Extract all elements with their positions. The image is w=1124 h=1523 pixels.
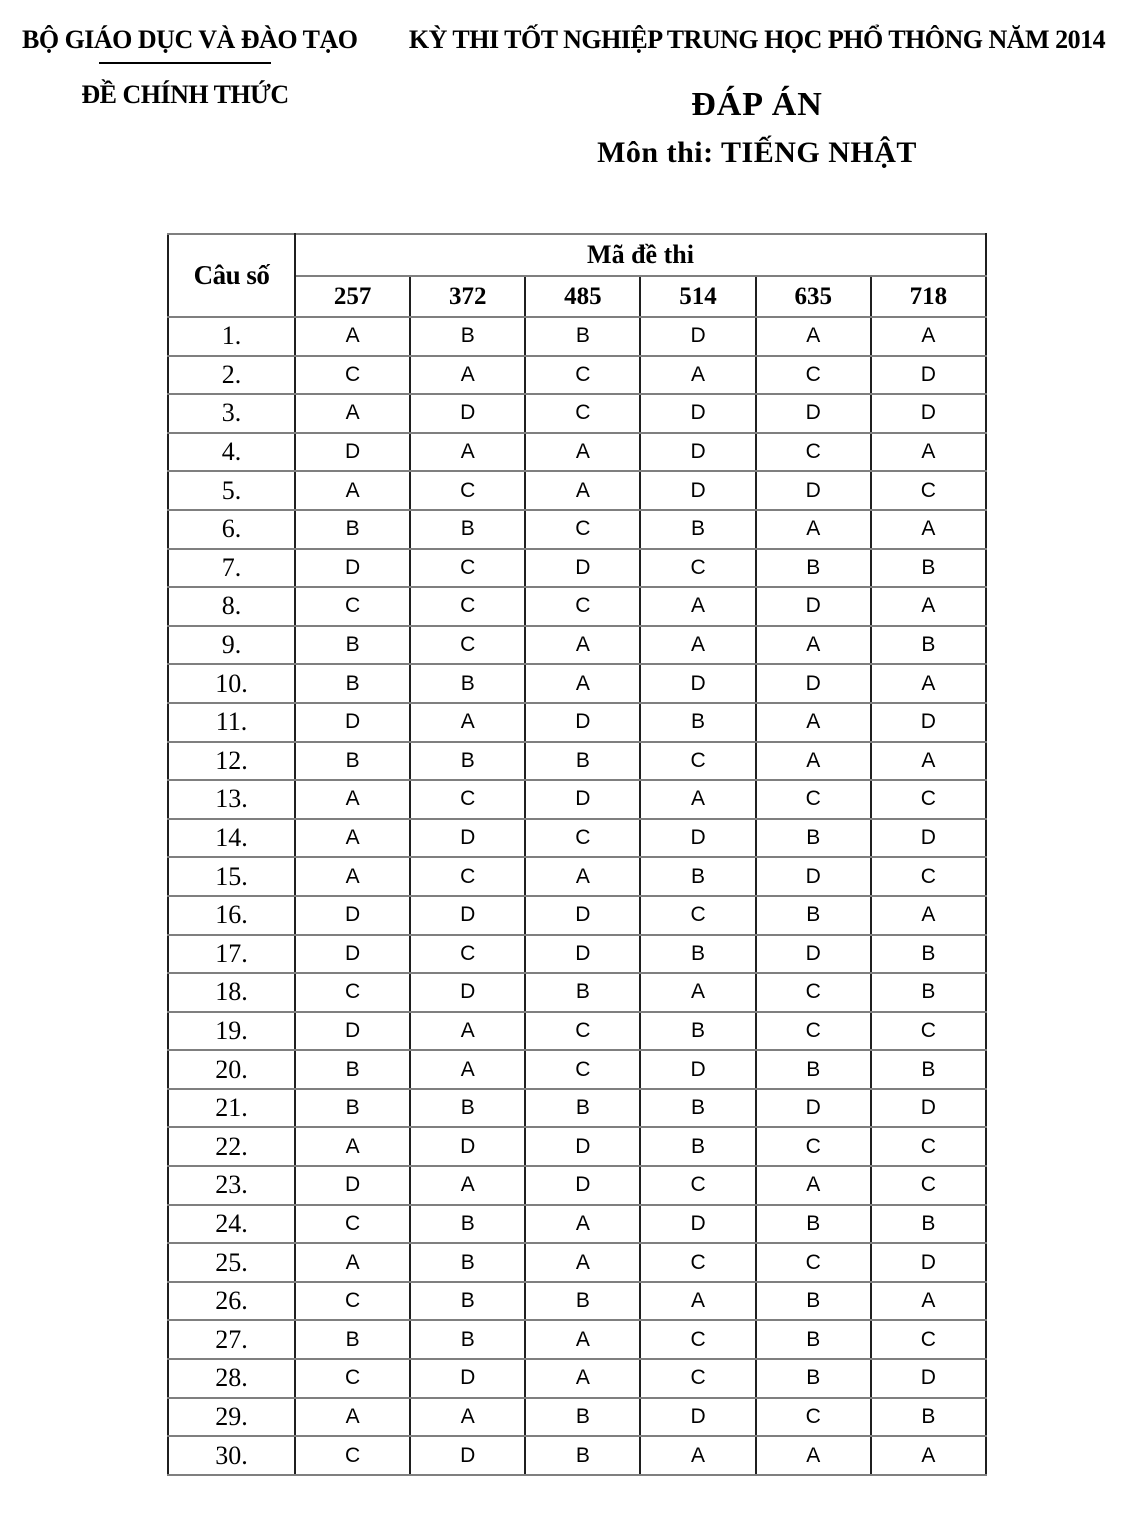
subject-line: Môn thi: TIẾNG NHẬT [597, 136, 917, 170]
answer-cell: D [756, 935, 871, 974]
answer-cell: D [756, 471, 871, 510]
answer-cell: B [871, 1050, 986, 1089]
answer-cell: D [525, 1127, 640, 1166]
answer-cell: D [871, 1089, 986, 1128]
table-row [168, 1127, 986, 1166]
answer-cell: C [640, 742, 755, 781]
question-number: 12. [168, 742, 295, 781]
answer-cell: A [756, 510, 871, 549]
answer-cell: C [525, 1012, 640, 1051]
question-number: 19. [168, 1012, 295, 1051]
table-row [168, 1436, 986, 1475]
answer-cell: A [295, 857, 410, 896]
answer-cell: B [410, 664, 525, 703]
question-number: 23. [168, 1166, 295, 1205]
answer-cell: D [756, 394, 871, 433]
answer-cell: C [525, 394, 640, 433]
answer-cell: A [525, 1243, 640, 1282]
question-number: 11. [168, 703, 295, 742]
exam-code: 718 [871, 276, 986, 317]
answer-cell: D [756, 857, 871, 896]
answer-cell: A [525, 433, 640, 472]
answer-cell: A [525, 1359, 640, 1398]
answer-cell: A [410, 1050, 525, 1089]
answer-cell: A [756, 317, 871, 356]
answer-cell: C [756, 1243, 871, 1282]
question-column-header: Câu số [168, 234, 295, 317]
answer-cell: C [410, 780, 525, 819]
answer-cell: C [525, 510, 640, 549]
answer-cell: D [410, 973, 525, 1012]
table-row [168, 935, 986, 974]
exam-code: 514 [640, 276, 755, 317]
answer-cell: C [756, 1398, 871, 1437]
answer-cell: B [756, 1050, 871, 1089]
question-number: 14. [168, 819, 295, 858]
answer-cell: B [295, 742, 410, 781]
answer-table-body [168, 317, 986, 1475]
answer-cell: C [410, 935, 525, 974]
table-row [168, 973, 986, 1012]
answer-cell: A [640, 587, 755, 626]
table-row [168, 664, 986, 703]
answer-cell: B [525, 317, 640, 356]
answer-cell: C [295, 973, 410, 1012]
question-number: 10. [168, 664, 295, 703]
answer-cell: C [295, 587, 410, 626]
answer-cell: A [640, 780, 755, 819]
answer-cell: A [525, 471, 640, 510]
answer-cell: D [640, 1398, 755, 1437]
answer-cell: C [295, 1282, 410, 1321]
answer-cell: D [640, 1050, 755, 1089]
answer-cell: D [640, 664, 755, 703]
answer-cell: C [525, 819, 640, 858]
question-number: 15. [168, 857, 295, 896]
question-number: 1. [168, 317, 295, 356]
answer-cell: C [756, 780, 871, 819]
answer-cell: A [871, 433, 986, 472]
answer-cell: B [756, 1205, 871, 1244]
answer-cell: A [295, 1243, 410, 1282]
answer-cell: C [640, 896, 755, 935]
answer-cell: C [640, 1166, 755, 1205]
answer-cell: B [871, 626, 986, 665]
answer-cell: C [640, 1243, 755, 1282]
answer-cell: A [756, 742, 871, 781]
answer-cell: B [410, 1243, 525, 1282]
answer-cell: D [756, 664, 871, 703]
question-number: 2. [168, 356, 295, 395]
question-number: 20. [168, 1050, 295, 1089]
answer-cell: D [525, 549, 640, 588]
table-row [168, 1205, 986, 1244]
question-number: 5. [168, 471, 295, 510]
header-right-block [408, 24, 1106, 171]
answer-cell: D [295, 703, 410, 742]
answer-cell: B [871, 973, 986, 1012]
question-number: 25. [168, 1243, 295, 1282]
answer-cell: B [871, 549, 986, 588]
exam-code: 257 [295, 276, 410, 317]
answer-cell: A [525, 1320, 640, 1359]
answer-cell: A [295, 780, 410, 819]
table-row [168, 587, 986, 626]
official-paper-label: ĐỀ CHÍNH THỨC [81, 80, 289, 110]
answer-cell: B [640, 510, 755, 549]
question-number: 26. [168, 1282, 295, 1321]
answer-cell: A [640, 973, 755, 1012]
divider-line [99, 62, 271, 64]
answer-cell: C [871, 1127, 986, 1166]
table-row [168, 1282, 986, 1321]
answer-cell: A [871, 664, 986, 703]
answer-cell: B [295, 1089, 410, 1128]
exam-code: 372 [410, 276, 525, 317]
question-number: 22. [168, 1127, 295, 1166]
answer-cell: B [640, 1012, 755, 1051]
answer-cell: B [640, 857, 755, 896]
answer-cell: B [525, 973, 640, 1012]
answer-cell: C [525, 587, 640, 626]
answer-cell: C [525, 1050, 640, 1089]
table-row [168, 394, 986, 433]
answer-cell: B [295, 1320, 410, 1359]
table-row [168, 510, 986, 549]
answer-cell: C [871, 471, 986, 510]
table-row [168, 1050, 986, 1089]
answer-cell: C [756, 973, 871, 1012]
table-row [168, 1012, 986, 1051]
question-number: 6. [168, 510, 295, 549]
answer-cell: D [295, 549, 410, 588]
answer-cell: A [410, 1012, 525, 1051]
answer-cell: A [640, 1282, 755, 1321]
exam-code: 635 [756, 276, 871, 317]
answer-cell: A [756, 1436, 871, 1475]
answer-cell: A [871, 742, 986, 781]
question-number: 21. [168, 1089, 295, 1128]
answer-cell: A [640, 626, 755, 665]
answer-cell: A [756, 1166, 871, 1205]
answer-cell: C [640, 549, 755, 588]
answer-cell: A [410, 1398, 525, 1437]
answer-cell: D [640, 471, 755, 510]
answer-cell: D [410, 896, 525, 935]
answer-cell: D [295, 896, 410, 935]
answer-cell: C [756, 1127, 871, 1166]
answer-cell: B [756, 1320, 871, 1359]
answer-cell: C [640, 1359, 755, 1398]
answer-cell: D [410, 1127, 525, 1166]
answer-cell: B [525, 1282, 640, 1321]
answer-cell: C [525, 356, 640, 395]
table-row [168, 317, 986, 356]
answer-cell: D [525, 780, 640, 819]
answer-cell: D [525, 703, 640, 742]
table-row [168, 819, 986, 858]
answer-cell: A [295, 394, 410, 433]
answer-cell: B [871, 1398, 986, 1437]
question-number: 9. [168, 626, 295, 665]
answer-cell: D [410, 1359, 525, 1398]
answer-cell: B [525, 742, 640, 781]
answer-cell: C [295, 1205, 410, 1244]
answer-cell: B [295, 1050, 410, 1089]
question-number: 13. [168, 780, 295, 819]
answer-cell: B [410, 742, 525, 781]
answer-cell: D [871, 703, 986, 742]
answer-cell: B [295, 664, 410, 703]
answer-cell: D [871, 1359, 986, 1398]
answer-cell: C [640, 1320, 755, 1359]
answer-cell: A [295, 317, 410, 356]
table-row [168, 1089, 986, 1128]
answer-cell: A [525, 626, 640, 665]
answer-cell: D [640, 394, 755, 433]
answer-cell: A [871, 510, 986, 549]
answer-cell: D [640, 1205, 755, 1244]
table-row [168, 1320, 986, 1359]
answer-key-title: ĐÁP ÁN [691, 86, 823, 124]
answer-cell: C [295, 356, 410, 395]
answer-cell: A [871, 896, 986, 935]
answer-cell: D [525, 1166, 640, 1205]
answer-cell: A [410, 433, 525, 472]
answer-cell: A [410, 1166, 525, 1205]
answer-cell: C [410, 471, 525, 510]
answer-cell: A [525, 1205, 640, 1244]
table-row [168, 896, 986, 935]
answer-cell: D [410, 819, 525, 858]
answer-cell: A [756, 626, 871, 665]
answer-cell: D [525, 896, 640, 935]
answer-cell: D [871, 1243, 986, 1282]
table-row [168, 1166, 986, 1205]
answer-cell: B [756, 549, 871, 588]
answer-cell: A [410, 356, 525, 395]
answer-cell: C [410, 587, 525, 626]
table-row [168, 857, 986, 896]
question-number: 7. [168, 549, 295, 588]
answer-cell: B [410, 1320, 525, 1359]
answer-cell: C [871, 1166, 986, 1205]
answer-cell: D [640, 819, 755, 858]
table-row [168, 1398, 986, 1437]
answer-cell: A [640, 1436, 755, 1475]
answer-cell: C [295, 1436, 410, 1475]
answer-cell: D [640, 317, 755, 356]
answer-cell: A [871, 317, 986, 356]
table-row [168, 1243, 986, 1282]
answer-cell: A [640, 356, 755, 395]
answer-cell: C [410, 626, 525, 665]
answer-cell: A [525, 664, 640, 703]
answer-cell: B [295, 626, 410, 665]
answer-cell: B [410, 510, 525, 549]
table-row [168, 780, 986, 819]
answer-cell: C [871, 1012, 986, 1051]
answer-cell: D [756, 1089, 871, 1128]
answer-table [167, 233, 987, 1476]
table-row [168, 549, 986, 588]
answer-cell: B [410, 1205, 525, 1244]
question-number: 30. [168, 1436, 295, 1475]
answer-cell: C [871, 857, 986, 896]
answer-cell: C [410, 857, 525, 896]
answer-cell: C [756, 356, 871, 395]
question-number: 18. [168, 973, 295, 1012]
exam-code-group-header: Mã đề thi [295, 234, 986, 276]
answer-cell: B [756, 896, 871, 935]
answer-cell: B [525, 1398, 640, 1437]
answer-cell: D [640, 433, 755, 472]
answer-cell: D [410, 1436, 525, 1475]
table-row [168, 742, 986, 781]
answer-cell: B [871, 935, 986, 974]
answer-cell: B [640, 1089, 755, 1128]
answer-cell: B [871, 1205, 986, 1244]
answer-cell: D [295, 433, 410, 472]
answer-cell: C [871, 780, 986, 819]
table-row [168, 1359, 986, 1398]
table-row [168, 471, 986, 510]
exam-title: KỲ THI TỐT NGHIỆP TRUNG HỌC PHỔ THÔNG NĂM 2014 [408, 25, 1106, 54]
answer-cell: A [871, 587, 986, 626]
answer-cell: A [295, 471, 410, 510]
question-number: 28. [168, 1359, 295, 1398]
answer-cell: C [756, 1012, 871, 1051]
answer-cell: C [871, 1320, 986, 1359]
answer-cell: C [410, 549, 525, 588]
table-row [168, 356, 986, 395]
question-number: 4. [168, 433, 295, 472]
answer-cell: A [756, 703, 871, 742]
answer-cell: B [295, 510, 410, 549]
answer-cell: B [525, 1436, 640, 1475]
question-number: 3. [168, 394, 295, 433]
answer-cell: C [756, 433, 871, 472]
answer-cell: D [295, 935, 410, 974]
answer-cell: A [871, 1282, 986, 1321]
answer-cell: C [295, 1359, 410, 1398]
answer-cell: A [410, 703, 525, 742]
question-number: 29. [168, 1398, 295, 1437]
answer-cell: A [295, 1398, 410, 1437]
header-left-block [22, 24, 358, 110]
question-number: 8. [168, 587, 295, 626]
answer-cell: D [871, 356, 986, 395]
table-row [168, 433, 986, 472]
answer-cell: A [871, 1436, 986, 1475]
answer-cell: B [756, 819, 871, 858]
question-number: 24. [168, 1205, 295, 1244]
answer-cell: B [756, 1359, 871, 1398]
table-header-row [168, 234, 986, 276]
answer-cell: B [640, 703, 755, 742]
answer-cell: B [410, 1282, 525, 1321]
question-number: 16. [168, 896, 295, 935]
answer-cell: A [295, 819, 410, 858]
answer-cell: B [410, 317, 525, 356]
answer-cell: D [295, 1166, 410, 1205]
answer-cell: D [756, 587, 871, 626]
answer-cell: B [525, 1089, 640, 1128]
answer-cell: D [871, 394, 986, 433]
answer-cell: A [295, 1127, 410, 1166]
question-number: 27. [168, 1320, 295, 1359]
table-row [168, 626, 986, 665]
exam-code: 485 [525, 276, 640, 317]
answer-cell: B [410, 1089, 525, 1128]
answer-cell: B [640, 935, 755, 974]
answer-cell: D [871, 819, 986, 858]
answer-cell: D [295, 1012, 410, 1051]
answer-cell: D [525, 935, 640, 974]
answer-cell: D [410, 394, 525, 433]
answer-cell: B [756, 1282, 871, 1321]
table-row [168, 703, 986, 742]
question-number: 17. [168, 935, 295, 974]
answer-cell: A [525, 857, 640, 896]
answer-cell: B [640, 1127, 755, 1166]
ministry-name: BỘ GIÁO DỤC VÀ ĐÀO TẠO [22, 25, 358, 54]
